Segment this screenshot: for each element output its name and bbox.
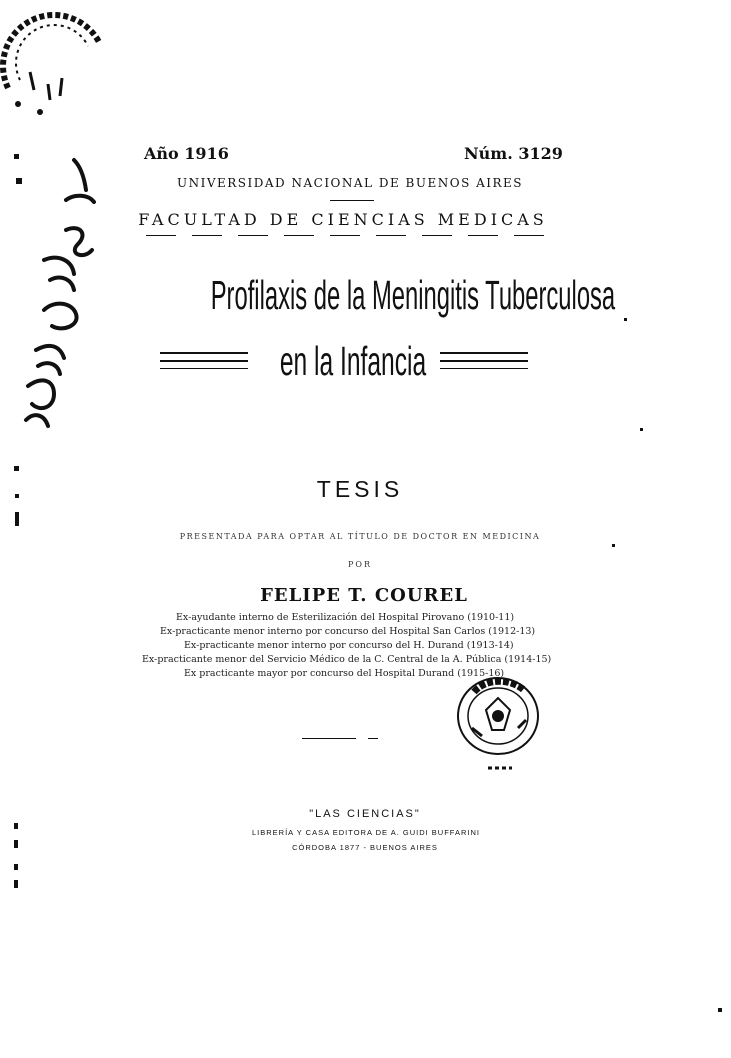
title-ornament-right (440, 368, 528, 369)
by-label: POR (348, 560, 372, 569)
divider (368, 738, 378, 739)
divider (330, 200, 374, 201)
margin-mark (15, 494, 19, 498)
margin-mark (14, 880, 18, 888)
divider (302, 738, 356, 739)
title-ornament-left (160, 368, 248, 369)
presented-for-degree: PRESENTADA PARA OPTAR AL TÍTULO DE DOCTOR EN MEDICINA (179, 532, 541, 541)
faculty-underline (146, 235, 546, 236)
margin-mark (718, 1008, 722, 1012)
thesis-title-line-2: en la Infancia (279, 338, 427, 384)
year-label: Año 1916 (144, 144, 229, 163)
faculty-name: FACULTAD DE CIENCIAS MEDICAS (138, 210, 548, 229)
margin-mark (16, 178, 22, 184)
author-name: FELIPE T. COUREL (260, 585, 468, 606)
library-stamp-seal (0, 0, 110, 130)
margin-mark (612, 544, 615, 547)
title-ornament-right (440, 352, 528, 354)
margin-mark (14, 466, 19, 471)
thesis-label: TESIS (316, 476, 404, 502)
margin-mark (14, 154, 19, 159)
credential-line: Ex-practicante menor interno por concurso del Hospital San Carlos (1912-13) (160, 626, 536, 637)
margin-mark (15, 512, 19, 526)
margin-mark (14, 823, 18, 829)
margin-mark (14, 840, 18, 848)
margin-mark (14, 864, 18, 870)
margin-mark (624, 318, 627, 321)
credential-line: Ex-practicante menor del Servicio Médico de la C. Central de la A. Pública (1914-15) (142, 654, 552, 665)
publisher-house: LIBRERÍA Y CASA EDITORA DE A. GUIDI BUFFARINI (252, 828, 480, 837)
credential-line: Ex-ayudante interno de Esterilización del Hospital Pirovano (1910-11) (176, 612, 515, 623)
title-ornament-left (160, 352, 248, 354)
publisher-address: CÓRDOBA 1877 - BUENOS AIRES (292, 843, 438, 852)
publisher-name: "LAS CIENCIAS" (309, 808, 421, 820)
thesis-title-line-1: Profilaxis de la Meningitis Tuberculosa (210, 272, 616, 318)
credential-line: Ex-practicante menor interno por concurso del H. Durand (1913-14) (184, 640, 514, 651)
faculty-seal-stamp (452, 672, 548, 782)
university-name: UNIVERSIDAD NACIONAL DE BUENOS AIRES (176, 176, 524, 190)
title-ornament-left (160, 360, 248, 362)
handwritten-annotation (14, 150, 104, 440)
title-ornament-right (440, 360, 528, 362)
margin-mark (640, 428, 643, 431)
credential-line: Ex practicante mayor por concurso del Hospital Durand (1915-16) (184, 668, 505, 679)
issue-number: Núm. 3129 (464, 144, 563, 163)
